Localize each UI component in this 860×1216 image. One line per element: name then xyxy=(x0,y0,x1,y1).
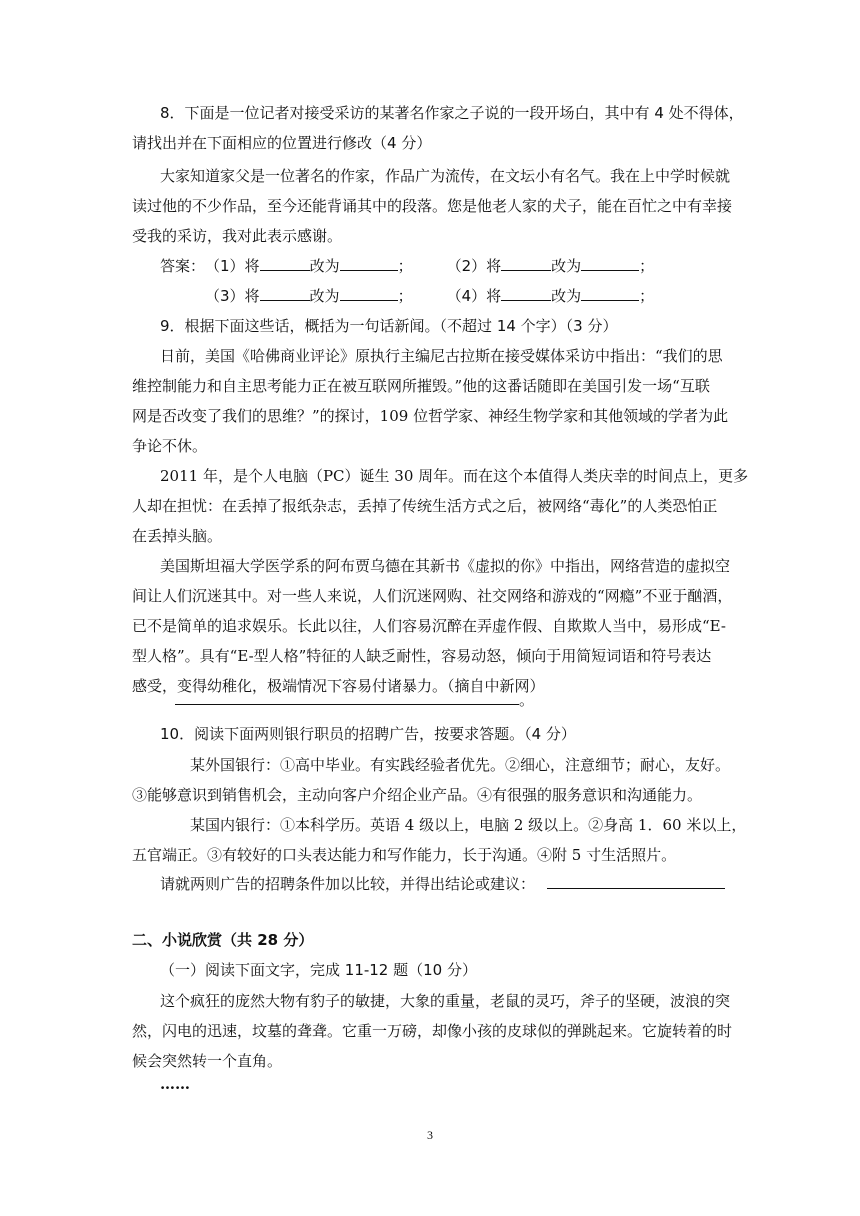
answer-item-4-mid: 改为 xyxy=(551,287,582,305)
section2-title: 二、小说欣赏（共 28 分） xyxy=(132,931,314,949)
q9-line: 日前，美国《哈佛商业评论》原执行主编尼古拉斯在接受媒体采访中指出：“我们的思 xyxy=(160,347,723,365)
q10-domestic-bank-line1: 某国内银行：①本科学历。英语 4 级以上，电脑 2 级以上。②身高 1．60 米以上， xyxy=(190,816,747,834)
q10-title: 10．阅读下面两则银行职员的招聘广告，按要求答题。（4 分） xyxy=(160,725,576,743)
q10-answer-blank[interactable] xyxy=(547,874,725,889)
q10-prompt-row xyxy=(160,874,725,894)
q9-line: 在丢掉头脑。 xyxy=(132,527,223,545)
section2-subtitle: （一）阅读下面文字，完成 11-12 题（10 分） xyxy=(160,961,477,979)
q9-line: 感受，变得幼稚化，极端情况下容易付诸暴力。（摘自中新网） xyxy=(132,677,545,695)
q8-paragraph-line2: 读过他的不少作品，至今还能背诵其中的段落。您是他老人家的犬子，能在百忙之中有幸接 xyxy=(132,197,733,215)
q10-prompt: 请就两则广告的招聘条件加以比较，并得出结论或建议： xyxy=(160,875,536,893)
answer-blank[interactable] xyxy=(581,256,639,271)
q9-line: 2011 年，是个人电脑（PC）诞生 30 周年。而在这个本值得人类庆幸的时间点上，更多 xyxy=(160,467,749,485)
q9-line: 已不是简单的追求娱乐。长此以往，人们容易沉醉在弄虚作假、自欺欺人当中，易形成“E- xyxy=(132,617,726,635)
q9-line: 维控制能力和自主思考能力正在被互联网所摧毁。”他的这番话随即在美国引发一场“互联 xyxy=(132,377,710,395)
answer-item-1-end: ； xyxy=(397,257,413,275)
q8-paragraph-line3: 受我的采访，我对此表示感谢。 xyxy=(132,227,343,245)
q9-line: 人却在担忧：在丢掉了报纸杂志，丢掉了传统生活方式之后，被网络“毒化”的人类恐怕正 xyxy=(132,497,718,515)
q8-answer-row1 xyxy=(160,256,654,276)
q9-line: 争论不休。 xyxy=(132,437,208,455)
ellipsis: …… xyxy=(160,1075,190,1093)
answer-item-1-num: （1）将 xyxy=(205,257,260,275)
answer-item-2-end: ； xyxy=(639,257,655,275)
answer-label: 答案： xyxy=(160,257,206,275)
q9-line: 间让人们沉迷其中。对一些人来说，人们沉迷网购、社交网络和游戏的“网瘾”不亚于酗酒， xyxy=(132,587,733,605)
answer-blank[interactable] xyxy=(260,256,310,271)
answer-item-4-end: ； xyxy=(639,287,655,305)
q8-title-line2: 请找出并在下面相应的位置进行修改（4 分） xyxy=(132,134,432,152)
q9-answer-blank[interactable] xyxy=(175,690,519,705)
page-number: 3 xyxy=(427,1128,433,1142)
answer-blank[interactable] xyxy=(340,286,398,301)
q8-answer-row2 xyxy=(205,286,654,306)
answer-item-3-mid: 改为 xyxy=(309,287,340,305)
q10-foreign-bank-line1: 某外国银行：①高中毕业。有实践经验者优先。②细心，注意细节；耐心，友好。 xyxy=(190,756,731,774)
q9-answer-row xyxy=(175,690,534,710)
answer-item-3-num: （3）将 xyxy=(205,287,260,305)
answer-item-4-num: （4）将 xyxy=(446,287,502,305)
answer-item-3-end: ； xyxy=(397,287,413,305)
answer-item-2-num: （2）将 xyxy=(446,257,502,275)
novel-line: 然，闪电的迅速，坟墓的聋聋。它重一万磅，却像小孩的皮球似的弹跳起来。它旋转着的时 xyxy=(132,1022,733,1040)
answer-blank[interactable] xyxy=(581,286,639,301)
q9-line: 网是否改变了我们的思维？”的探讨，109 位哲学家、神经生物学家和其他领域的学者为此 xyxy=(132,407,729,425)
q10-foreign-bank-line2: ③能够意识到销售机会，主动向客户介绍企业产品。④有很强的服务意识和沟通能力。 xyxy=(132,786,703,804)
q9-title: 9．根据下面这些话，概括为一句话新闻。（不超过 14 个字）（3 分） xyxy=(160,317,618,335)
q9-answer-end: 。 xyxy=(519,691,535,709)
q9-line: 型人格”。具有“E-型人格”特征的人缺乏耐性，容易动怒，倾向于用简短词语和符号表达 xyxy=(132,647,712,665)
q8-title-line1: 8．下面是一位记者对接受采访的某著名作家之子说的一段开场白，其中有 4 处不得体， xyxy=(160,104,744,122)
answer-blank[interactable] xyxy=(260,286,310,301)
q10-domestic-bank-line2: 五官端正。③有较好的口头表达能力和写作能力，长于沟通。④附 5 寸生活照片。 xyxy=(132,846,677,864)
q9-line: 美国斯坦福大学医学系的阿布贾乌德在其新书《虚拟的你》中指出，网络营造的虚拟空 xyxy=(160,557,731,575)
answer-item-2-mid: 改为 xyxy=(551,257,582,275)
novel-line: 这个疯狂的庞然大物有豹子的敏捷，大象的重量，老鼠的灵巧，斧子的坚硬，波浪的突 xyxy=(160,992,731,1010)
answer-blank[interactable] xyxy=(501,256,551,271)
answer-blank[interactable] xyxy=(340,256,398,271)
novel-line: 候会突然转一个直角。 xyxy=(132,1052,283,1070)
answer-blank[interactable] xyxy=(501,286,551,301)
q8-paragraph-line1: 大家知道家父是一位著名的作家，作品广为流传，在文坛小有名气。我在上中学时候就 xyxy=(160,167,731,185)
answer-item-1-mid: 改为 xyxy=(309,257,340,275)
